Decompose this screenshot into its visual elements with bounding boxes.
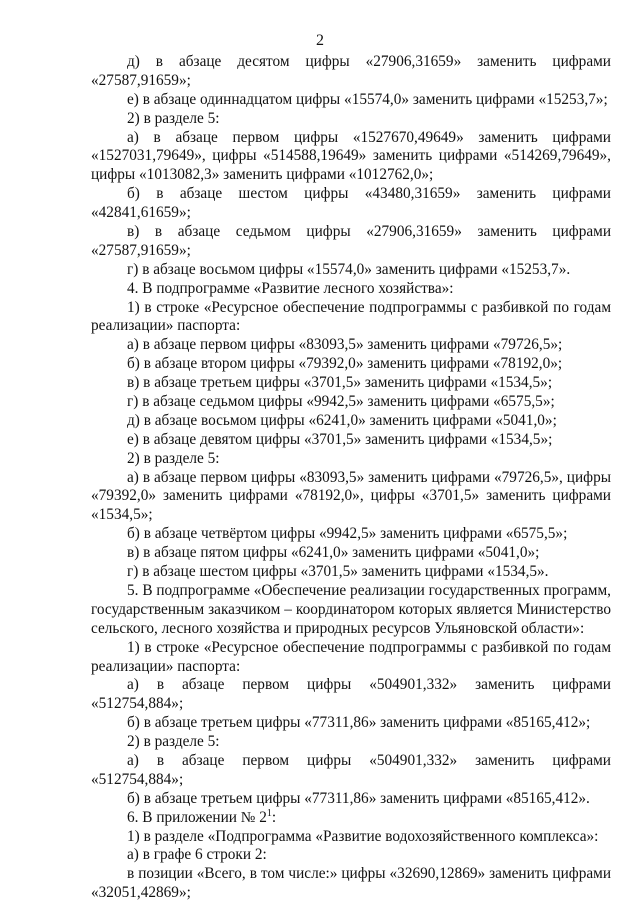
- text-line: [91, 733, 611, 751]
- text-line: [91, 147, 611, 165]
- line-text: государственным заказчиком – координатором которых является Министерство: [91, 600, 611, 618]
- text-line: [91, 752, 611, 770]
- line-text: 1) в строке «Ресурсное обеспечение подпрограммы с разбивкой по годам: [127, 638, 611, 656]
- line-text: в позиции «Всего, в том числе:» цифры «32690,12869» заменить цифрами: [127, 865, 611, 883]
- text-line: [91, 695, 611, 713]
- text-line: [91, 110, 611, 128]
- line-text: реализации» паспорта:: [91, 657, 241, 675]
- text-line: [91, 53, 611, 71]
- line-text: 2) в разделе 5:: [127, 109, 220, 127]
- text-line: [91, 91, 611, 109]
- line-text: цифры «1013082,3» заменить цифрами «1012762,0»;: [91, 166, 434, 184]
- line-text: 1) в строке «Ресурсное обеспечение подпрограммы с разбивкой по годам: [127, 298, 611, 316]
- line-text: е) в абзаце одиннадцатом цифры «15574,0» заменить цифрами «15253,7»;: [127, 90, 608, 108]
- superscript: 1: [266, 807, 272, 819]
- line-text: а) в абзаце первом цифры «1527670,49649» заменить цифрами: [127, 128, 611, 146]
- line-text: а) в графе 6 строки 2:: [127, 846, 267, 864]
- line-text: «79392,0» заменить цифрами «78192,0», цифры «3701,5» заменить цифрами: [91, 487, 611, 505]
- line-text: «512754,884»;: [91, 695, 184, 713]
- line-text: сельского, лесного хозяйства и природных ресурсов Ульяновской области»:: [91, 619, 585, 637]
- text-line: [91, 828, 611, 846]
- text-line: [91, 336, 611, 354]
- text-line: [91, 865, 611, 883]
- text-line: [91, 317, 611, 335]
- text-line: [91, 506, 611, 524]
- line-text: б) в абзаце третьем цифры «77311,86» заменить цифрами «85165,412»;: [127, 714, 591, 732]
- text-line: [91, 242, 611, 260]
- line-text: 2) в разделе 5:: [127, 733, 220, 751]
- line-text: г) в абзаце восьмом цифры «15574,0» заменить цифрами «15253,7».: [127, 260, 571, 278]
- line-text: «32051,42869»;: [91, 884, 191, 902]
- line-text: в) в абзаце седьмом цифры «27906,31659» заменить цифрами: [127, 223, 611, 241]
- text-line: [91, 639, 611, 657]
- line-text: реализации» паспорта:: [91, 317, 241, 335]
- line-text: «512754,884»;: [91, 770, 184, 788]
- line-tail: :: [271, 808, 277, 826]
- line-text: «1534,5»;: [91, 506, 153, 524]
- line-text: д) в абзаце десятом цифры «27906,31659» заменить цифрами: [127, 53, 611, 70]
- page-number: 2: [316, 32, 324, 49]
- line-text: 2) в разделе 5:: [127, 449, 220, 467]
- text-line: [91, 166, 611, 184]
- line-text: в) в абзаце третьем цифры «3701,5» заменить цифрами «1534,5»;: [127, 374, 553, 392]
- text-line: [91, 129, 611, 147]
- line-text: «27587,91659»;: [91, 71, 191, 89]
- text-line: [91, 431, 611, 449]
- document-body: [91, 53, 611, 903]
- line-text: г) в абзаце седьмом цифры «9942,5» заменить цифрами «6575,5»;: [127, 393, 555, 411]
- text-line: [91, 658, 611, 676]
- text-line: [91, 714, 611, 732]
- text-line: [91, 525, 611, 543]
- text-line: [91, 393, 611, 411]
- text-line: [91, 450, 611, 468]
- text-line: [91, 72, 611, 90]
- line-text: «42841,61659»;: [91, 204, 191, 222]
- text-line: [91, 261, 611, 279]
- line-text: а) в абзаце первом цифры «504901,332» заменить цифрами: [127, 676, 611, 694]
- line-text: б) в абзаце втором цифры «79392,0» заменить цифрами «78192,0»;: [127, 355, 563, 373]
- text-line: [91, 487, 611, 505]
- text-line: [91, 790, 611, 808]
- text-line: [91, 809, 611, 827]
- text-line: [91, 563, 611, 581]
- text-line: [91, 204, 611, 222]
- line-text: «27587,91659»;: [91, 241, 191, 259]
- line-text: б) в абзаце шестом цифры «43480,31659» заменить цифрами: [127, 185, 611, 203]
- text-line: [91, 412, 611, 430]
- line-text: г) в абзаце шестом цифры «3701,5» заменить цифрами «1534,5».: [127, 563, 549, 581]
- text-line: [91, 620, 611, 638]
- line-text: а) в абзаце первом цифры «504901,332» заменить цифрами: [127, 751, 611, 769]
- text-line: [91, 582, 611, 600]
- line-text: б) в абзаце третьем цифры «77311,86» заменить цифрами «85165,412».: [127, 789, 590, 807]
- line-text: д) в абзаце восьмом цифры «6241,0» заменить цифрами «5041,0»;: [127, 411, 557, 429]
- line-text: «1527031,79649», цифры «514588,19649» заменить цифрами «514269,79649»,: [91, 147, 611, 165]
- text-line: [91, 299, 611, 317]
- line-text: 1) в разделе «Подпрограмма «Развитие водохозяйственного комплекса»:: [127, 827, 599, 845]
- line-text: а) в абзаце первом цифры «83093,5» заменить цифрами «79726,5», цифры: [127, 468, 611, 486]
- text-line: [91, 884, 611, 902]
- line-text: 6. В приложении № 2: [127, 808, 267, 826]
- line-text: е) в абзаце девятом цифры «3701,5» заменить цифрами «1534,5»;: [127, 430, 553, 448]
- text-line: [91, 374, 611, 392]
- line-text: 4. В подпрограмме «Развитие лесного хозяйства»:: [127, 279, 454, 297]
- text-line: [91, 280, 611, 298]
- line-text: а) в абзаце первом цифры «83093,5» заменить цифрами «79726,5»;: [127, 336, 563, 354]
- line-text: в) в абзаце пятом цифры «6241,0» заменить цифрами «5041,0»;: [127, 544, 540, 562]
- line-text: б) в абзаце четвёртом цифры «9942,5» заменить цифрами «6575,5»;: [127, 525, 568, 543]
- text-line: [91, 771, 611, 789]
- text-line: [91, 676, 611, 694]
- text-line: [91, 223, 611, 241]
- text-line: [91, 601, 611, 619]
- text-line: [91, 355, 611, 373]
- text-line: [91, 185, 611, 203]
- text-line: [91, 846, 611, 864]
- text-line: [91, 469, 611, 487]
- text-line: [91, 544, 611, 562]
- line-text: 5. В подпрограмме «Обеспечение реализации государственных программ,: [127, 581, 611, 599]
